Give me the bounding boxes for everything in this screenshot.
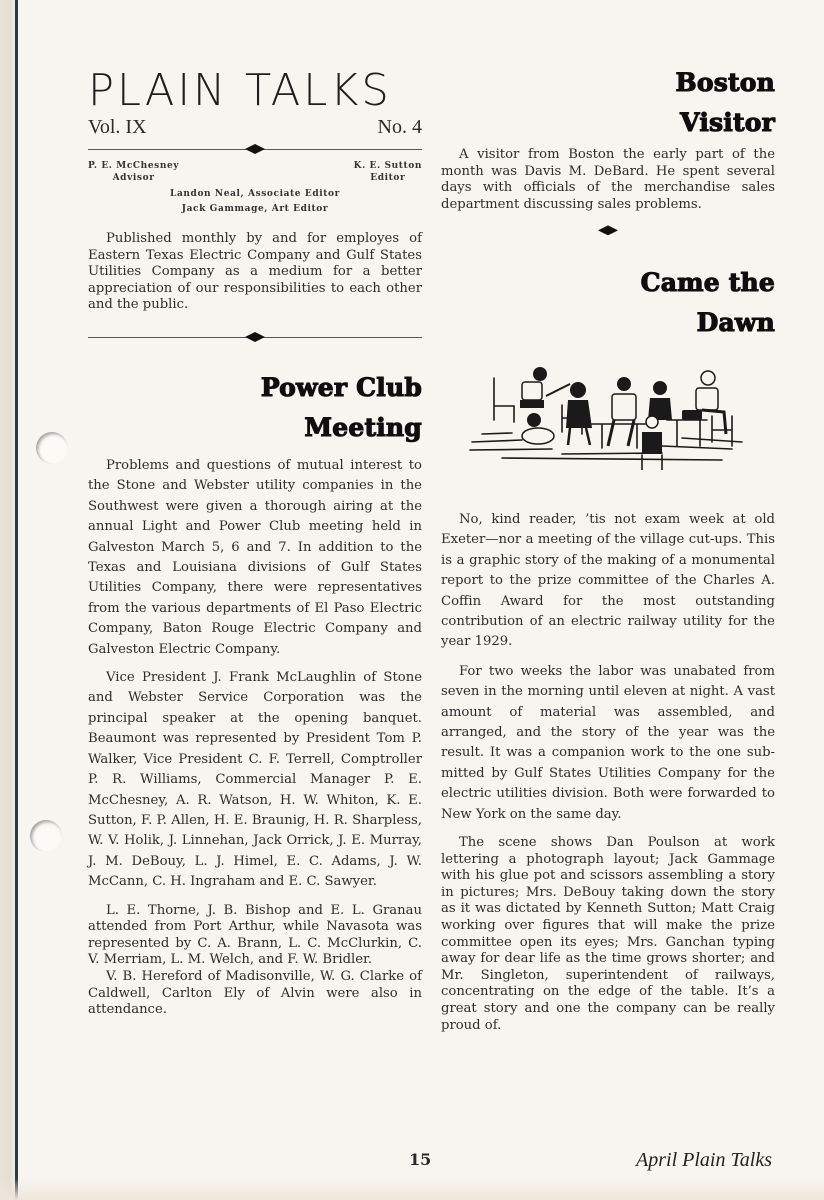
diamond-ornament-icon (245, 332, 265, 342)
article-came-the-dawn-body (441, 510, 775, 1034)
punch-hole-bottom (30, 820, 62, 852)
issue-info (88, 116, 422, 138)
advisor-credit: P. E. McChesney Advisor (88, 161, 180, 183)
article-headline: Power Club Meeting (260, 373, 422, 442)
article-paragraph: L. E. Thorne, J. B. Bishop and E. L. Granau attended from Port Arthur, while Navasota was represented by C. A. Brann, L. C. McClurkin, C. V. Merriam, L. M. Welch, and F. W. Bridler. (88, 902, 422, 968)
divider (88, 142, 422, 156)
masthead (88, 64, 422, 348)
article-came-the-dawn (441, 263, 775, 343)
article-boston-visitor (441, 63, 775, 239)
divider (88, 330, 422, 344)
publication-statement: Published monthly by and for employes of Eastern Texas Electric Company and Gulf States Utilities Company as a medium for a better appreciation of our responsibilities to each other and the public. (88, 231, 422, 313)
diamond-ornament-icon (598, 225, 618, 235)
article-headline: Boston Visitor (675, 68, 775, 137)
editor-credit: K. E. Sutton Editor (353, 161, 422, 183)
volume-label: Vol. IX (88, 116, 147, 138)
running-footer-title: April Plain Talks (636, 1149, 772, 1171)
binding-line (15, 0, 18, 1200)
art-editor-credit: Jack Gammage, Art Editor (181, 204, 329, 214)
staff-credits (88, 160, 422, 217)
publication-title: PLAIN TALKS (88, 65, 392, 116)
article-paragraph: Vice President J. Frank McLaughlin of Stone and Webster Service Corporation was the principal speaker at the opening banquet. Beaumont was represented by President Tom P. Walker, Vice President C. F. Terrell, Comptroller P. R. Williams, Commercial Manager P. E. McChesney, A. R. Watson, H. W. Whiton, K. E. Sutton, F. P. Allen, H. E. Braunig, H. R. Sharpless, W. V. Holik, J. Linnehan, Jack Orrick, J. E. Murray, J. M. DeBouy, L. J. Himel, E. C. Adams, J. W. McCann, C. H. Ingraham and E. C. Sawyer. (88, 670, 422, 890)
diamond-ornament-icon (245, 144, 265, 154)
article-paragraph: The scene shows Dan Poulson at work lettering a photograph layout; Jack Gammage with his glue pot and scissors assembling a story in pictures; Mrs. DeBouy taking down the story as it was dictated by Kenneth Sutton; Matt Craig working over figures that will make the prize committee open its eyes; Mrs. Ganchan typing away for dear life as the time grows shorter; and Mr. Singleton, superintendent of railways, concentrating on the edge of the table. It’s a great story and one the company can be really proud of. (441, 835, 775, 1033)
article-paragraph: Problems and questions of mutual interest to the Stone and Webster utility companies in the Southwest were given a thorough airing at the annual Light and Power Club meeting held in Galveston March 5, 6 and 7. In addition to the Texas and Louisiana divisions of Gulf States Utilities Company, there were representatives from the various departments of El Paso Electric Company, Baton Rouge Electric Company and Galveston Electric Company. (88, 458, 422, 657)
cartoon-office-workers-illustration (462, 350, 752, 470)
article-power-club-meeting (88, 368, 422, 1019)
associate-editor-credit: Landon Neal, Associate Editor (170, 189, 340, 199)
article-paragraph: For two weeks the labor was unabated from seven in the morning until eleven at night. A vast amount of material was assembled, and arranged, and the story of the year was the result. It was a companion work to the one submitted by Gulf States Utilities Company for the electric utilities division. Both were forwarded to New York on the same day. (441, 663, 775, 822)
article-paragraph: V. B. Hereford of Madisonville, W. G. Clarke of Caldwell, Carlton Ely of Alvin were also in attendance. (88, 968, 422, 1018)
section-separator (441, 221, 775, 239)
issue-number: No. 4 (377, 116, 422, 138)
page-number: 15 (409, 1150, 432, 1169)
article-headline: Came the Dawn (640, 268, 775, 337)
punch-hole-top (36, 432, 68, 464)
page-bottom-shadow (0, 1178, 824, 1200)
article-paragraph: A visitor from Boston the early part of the month was Davis M. DeBard. He spent several days with officials of the merchandise sales department discussing sales problems. (441, 147, 775, 212)
article-paragraph: No, kind reader, ’tis not exam week at old Exeter—nor a meeting of the village cut-ups. This is a graphic story of the making of a monumental report to the prize committee of the Charles A. Coffin Award for the most outstanding contribution of an electric railway utility for the year 1929. (441, 512, 775, 650)
